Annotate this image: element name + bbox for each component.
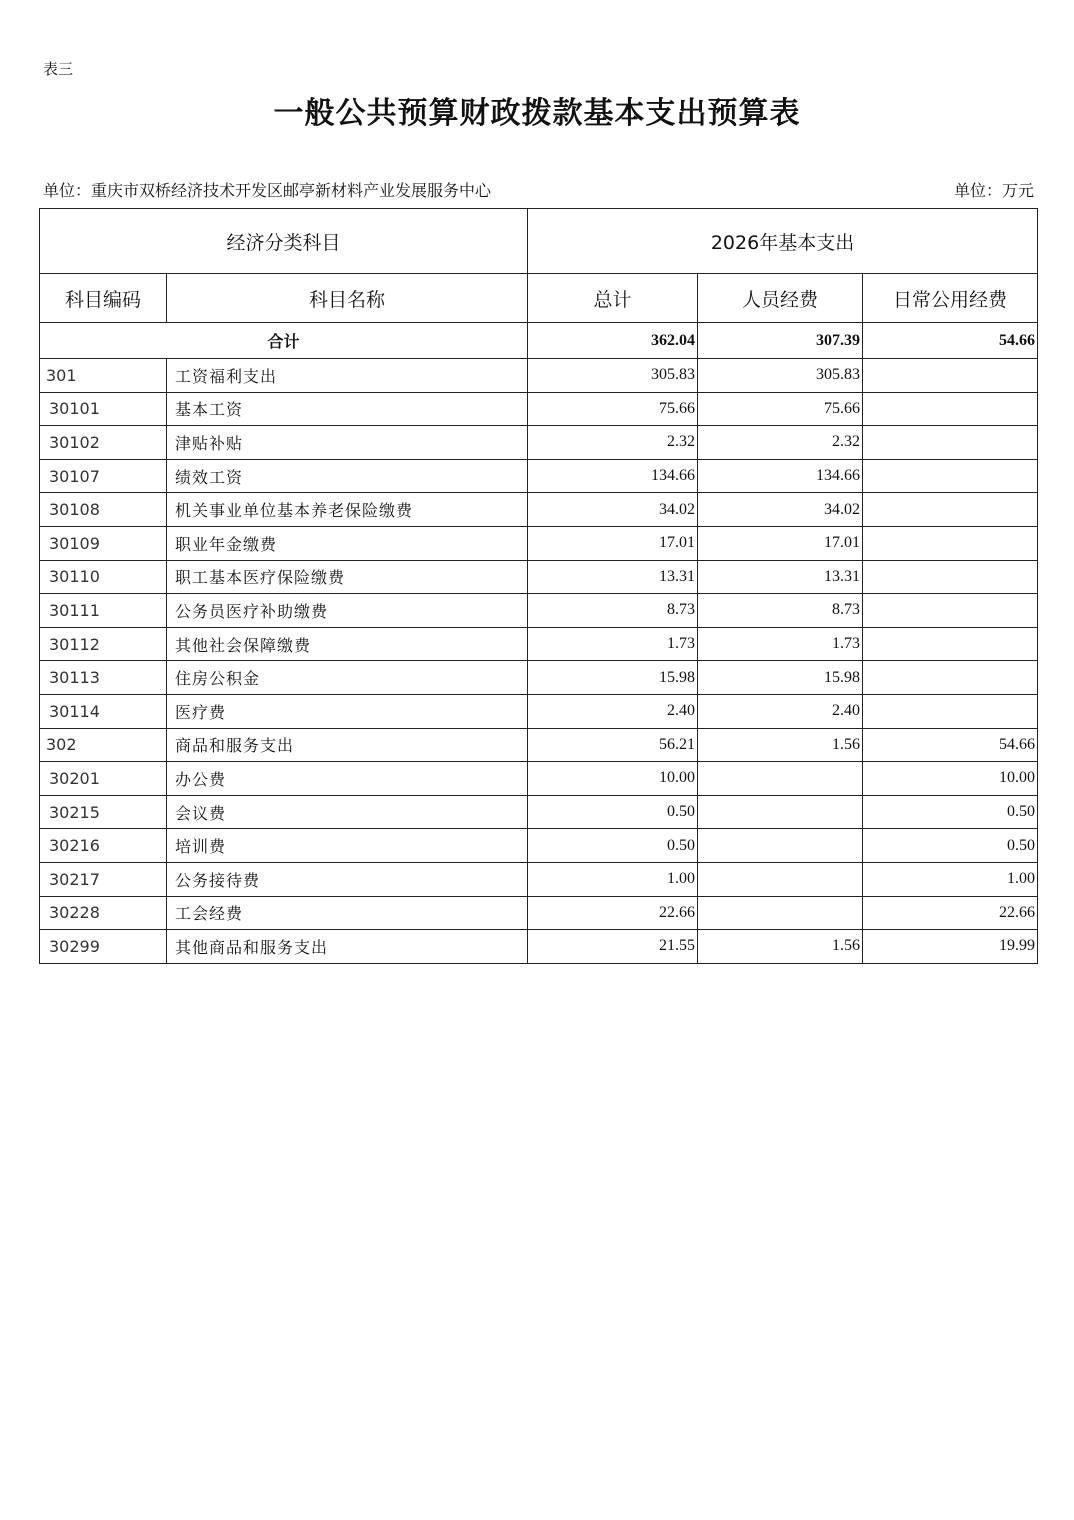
row-subject-code: 30111	[40, 594, 167, 628]
row-public-expense	[863, 392, 1038, 426]
row-personnel-expense: 2.40	[698, 694, 863, 728]
row-subject-code: 30216	[40, 829, 167, 863]
row-subject-name: 绩效工资	[167, 459, 528, 493]
table-row	[40, 426, 1038, 460]
row-total: 15.98	[528, 661, 698, 695]
row-subject-code: 30113	[40, 661, 167, 695]
row-total: 2.40	[528, 694, 698, 728]
row-subject-name: 津贴补贴	[167, 426, 528, 460]
table-row	[40, 594, 1038, 628]
total-sum: 362.04	[528, 323, 698, 359]
row-total: 0.50	[528, 829, 698, 863]
row-personnel-expense: 1.56	[698, 930, 863, 964]
table-row	[40, 930, 1038, 964]
row-personnel-expense: 17.01	[698, 526, 863, 560]
row-public-expense	[863, 526, 1038, 560]
table-row	[40, 526, 1038, 560]
header-basic-expenditure: 2026年基本支出	[528, 209, 1038, 274]
row-subject-name: 商品和服务支出	[167, 728, 528, 762]
table-row	[40, 728, 1038, 762]
table-row	[40, 627, 1038, 661]
table-row	[40, 694, 1038, 728]
row-public-expense	[863, 694, 1038, 728]
row-total: 56.21	[528, 728, 698, 762]
row-subject-code: 30109	[40, 526, 167, 560]
table-row	[40, 829, 1038, 863]
table-row	[40, 459, 1038, 493]
header-personnel-expense: 人员经费	[698, 274, 863, 323]
row-personnel-expense: 1.73	[698, 627, 863, 661]
total-public: 54.66	[863, 323, 1038, 359]
row-personnel-expense: 13.31	[698, 560, 863, 594]
row-subject-code: 30201	[40, 762, 167, 796]
header-subject-name: 科目名称	[167, 274, 528, 323]
row-total: 13.31	[528, 560, 698, 594]
row-public-expense	[863, 493, 1038, 527]
row-total: 305.83	[528, 359, 698, 393]
row-personnel-expense	[698, 762, 863, 796]
row-personnel-expense	[698, 795, 863, 829]
row-subject-code: 30110	[40, 560, 167, 594]
row-subject-code: 30112	[40, 627, 167, 661]
row-subject-name: 住房公积金	[167, 661, 528, 695]
row-public-expense: 22.66	[863, 896, 1038, 930]
row-subject-code: 301	[40, 359, 167, 393]
row-subject-name: 会议费	[167, 795, 528, 829]
row-subject-name: 办公费	[167, 762, 528, 796]
row-personnel-expense: 2.32	[698, 426, 863, 460]
row-subject-code: 30101	[40, 392, 167, 426]
row-subject-code: 30102	[40, 426, 167, 460]
row-personnel-expense: 75.66	[698, 392, 863, 426]
row-total: 8.73	[528, 594, 698, 628]
row-total: 34.02	[528, 493, 698, 527]
row-subject-name: 其他商品和服务支出	[167, 930, 528, 964]
row-subject-code: 30114	[40, 694, 167, 728]
row-public-expense: 0.50	[863, 795, 1038, 829]
table-row	[40, 359, 1038, 393]
row-subject-name: 职工基本医疗保险缴费	[167, 560, 528, 594]
row-public-expense: 54.66	[863, 728, 1038, 762]
table-row	[40, 862, 1038, 896]
row-personnel-expense: 34.02	[698, 493, 863, 527]
row-public-expense	[863, 627, 1038, 661]
row-subject-code: 30299	[40, 930, 167, 964]
row-total: 2.32	[528, 426, 698, 460]
row-personnel-expense: 15.98	[698, 661, 863, 695]
row-public-expense: 1.00	[863, 862, 1038, 896]
row-subject-code: 30228	[40, 896, 167, 930]
row-public-expense	[863, 661, 1038, 695]
row-public-expense	[863, 560, 1038, 594]
table-row	[40, 795, 1038, 829]
header-subject-code: 科目编码	[40, 274, 167, 323]
table-row	[40, 392, 1038, 426]
row-public-expense: 19.99	[863, 930, 1038, 964]
unit-org-label: 单位：重庆市双桥经济技术开发区邮亭新材料产业发展服务中心	[43, 181, 492, 200]
page-title: 一般公共预算财政拨款基本支出预算表	[273, 96, 801, 131]
table-row	[40, 493, 1038, 527]
row-public-expense	[863, 359, 1038, 393]
total-personnel: 307.39	[698, 323, 863, 359]
total-row	[40, 323, 1038, 359]
row-total: 10.00	[528, 762, 698, 796]
table-row	[40, 762, 1038, 796]
row-subject-code: 30217	[40, 862, 167, 896]
row-subject-code: 30107	[40, 459, 167, 493]
row-total: 1.00	[528, 862, 698, 896]
table-row	[40, 896, 1038, 930]
row-personnel-expense	[698, 896, 863, 930]
row-subject-code: 30215	[40, 795, 167, 829]
table-row	[40, 661, 1038, 695]
row-subject-name: 机关事业单位基本养老保险缴费	[167, 493, 528, 527]
row-subject-name: 工会经费	[167, 896, 528, 930]
row-public-expense: 0.50	[863, 829, 1038, 863]
row-subject-name: 工资福利支出	[167, 359, 528, 393]
row-total: 22.66	[528, 896, 698, 930]
header-total: 总计	[528, 274, 698, 323]
row-subject-code: 302	[40, 728, 167, 762]
unit-currency-label: 单位：万元	[953, 181, 1034, 200]
header-group-row	[40, 209, 1038, 274]
row-personnel-expense: 134.66	[698, 459, 863, 493]
budget-table	[39, 208, 1038, 964]
header-public-expense: 日常公用经费	[863, 274, 1038, 323]
table-row	[40, 560, 1038, 594]
row-subject-name: 职业年金缴费	[167, 526, 528, 560]
row-total: 1.73	[528, 627, 698, 661]
row-subject-name: 公务员医疗补助缴费	[167, 594, 528, 628]
row-total: 134.66	[528, 459, 698, 493]
table-label: 表三	[43, 60, 74, 78]
row-personnel-expense	[698, 829, 863, 863]
row-personnel-expense: 8.73	[698, 594, 863, 628]
row-subject-name: 医疗费	[167, 694, 528, 728]
row-personnel-expense: 1.56	[698, 728, 863, 762]
row-subject-name: 基本工资	[167, 392, 528, 426]
row-subject-name: 其他社会保障缴费	[167, 627, 528, 661]
row-personnel-expense: 305.83	[698, 359, 863, 393]
row-public-expense: 10.00	[863, 762, 1038, 796]
row-subject-name: 公务接待费	[167, 862, 528, 896]
header-column-row	[40, 274, 1038, 323]
row-total: 0.50	[528, 795, 698, 829]
row-subject-name: 培训费	[167, 829, 528, 863]
row-total: 21.55	[528, 930, 698, 964]
row-total: 17.01	[528, 526, 698, 560]
header-economic-classification: 经济分类科目	[40, 209, 528, 274]
row-subject-code: 30108	[40, 493, 167, 527]
row-public-expense	[863, 594, 1038, 628]
row-total: 75.66	[528, 392, 698, 426]
row-public-expense	[863, 426, 1038, 460]
row-public-expense	[863, 459, 1038, 493]
total-label: 合计	[40, 323, 528, 359]
row-personnel-expense	[698, 862, 863, 896]
